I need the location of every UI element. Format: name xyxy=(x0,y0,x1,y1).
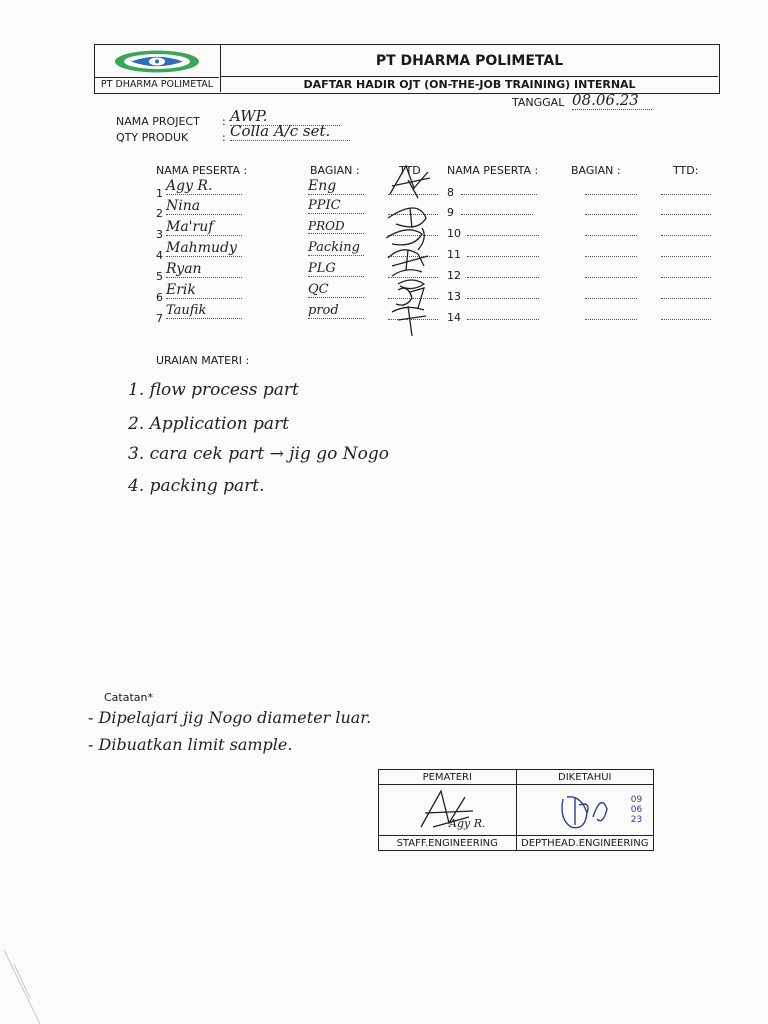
ttd-line xyxy=(661,256,711,257)
row-number: 9 xyxy=(447,206,454,219)
ttd-line xyxy=(661,298,711,299)
participant-name: Ma'ruf xyxy=(166,219,242,236)
signature-table xyxy=(378,769,654,851)
ttd-line xyxy=(661,214,711,215)
participant-name: Taufik xyxy=(166,303,242,319)
materi-item: 1. flow process part xyxy=(128,380,299,400)
signature-4 xyxy=(388,250,428,270)
diketahui-signature xyxy=(557,789,627,833)
materi-item: 2. Application part xyxy=(128,414,290,434)
logo-caption: PT DHARMA POLIMETAL xyxy=(95,77,219,93)
participant-name: Erik xyxy=(166,282,242,299)
col-ttd-left: TTD xyxy=(399,164,421,177)
signature-5 xyxy=(392,270,424,289)
materi-item: 3. cara cek part → jig go Nogo xyxy=(128,444,390,464)
staff-engineering-label: STAFF.ENGINEERING xyxy=(379,836,517,851)
dharma-polimetal-logo-icon xyxy=(109,48,205,75)
row-number: 2 xyxy=(156,207,163,220)
row-number: 3 xyxy=(156,228,163,241)
ttd-line xyxy=(661,319,711,320)
signature-3 xyxy=(386,228,424,250)
bagian-line xyxy=(585,235,637,236)
bagian-line xyxy=(585,256,637,257)
diketahui-signature-cell xyxy=(516,785,654,836)
ttd-line xyxy=(661,235,711,236)
participant-name: Ryan xyxy=(166,261,242,278)
bagian-line xyxy=(585,277,637,278)
participant-name: Mahmudy xyxy=(166,240,242,257)
participant-signatures xyxy=(378,158,448,338)
row-number: 14 xyxy=(447,311,461,324)
participant-bagian: prod xyxy=(308,303,364,319)
diketahui-date: 09 06 23 xyxy=(630,795,643,825)
row-number: 1 xyxy=(156,187,163,200)
company-title: PT DHARMA POLIMETAL xyxy=(221,45,718,77)
produk-colon: : xyxy=(222,131,226,144)
ttd-line xyxy=(661,194,711,195)
nama-line xyxy=(467,256,539,257)
participant-bagian: Eng xyxy=(308,178,364,195)
ttd-line xyxy=(661,277,711,278)
col-bagian-left: BAGIAN : xyxy=(310,164,360,177)
form-title: DAFTAR HADIR OJT (ON-THE-JOB TRAINING) INTERNAL xyxy=(303,78,636,91)
row-number: 12 xyxy=(447,269,461,282)
row-number: 5 xyxy=(156,270,163,283)
project-label: NAMA PROJECT xyxy=(116,115,200,128)
nama-line xyxy=(467,298,539,299)
catatan-item: - Dipelajari jig Nogo diameter luar. xyxy=(88,708,372,727)
signature-6 xyxy=(396,288,424,308)
tanggal-label: TANGGAL xyxy=(512,96,565,109)
depthead-engineering-label: DEPTHEAD.ENGINEERING xyxy=(516,836,654,851)
pemateri-header: PEMATERI xyxy=(379,770,517,785)
form-header xyxy=(94,44,720,94)
produk-label: QTY PRODUK xyxy=(116,131,189,144)
nama-line xyxy=(467,319,539,320)
bagian-line xyxy=(585,194,637,195)
produk-value: Colla A/c set. xyxy=(230,122,350,141)
nama-line xyxy=(467,277,539,278)
pemateri-signature-cell xyxy=(379,785,517,836)
bagian-line xyxy=(585,298,637,299)
participant-bagian: PROD xyxy=(308,219,364,234)
participant-bagian: PPIC xyxy=(308,198,364,214)
row-number: 11 xyxy=(447,248,461,261)
materi-label: URAIAN MATERI : xyxy=(156,354,250,367)
nama-line xyxy=(467,235,539,236)
materi-item: 4. packing part. xyxy=(128,476,265,496)
diketahui-header: DIKETAHUI xyxy=(516,770,654,785)
participant-bagian: Packing xyxy=(308,240,364,256)
row-number: 6 xyxy=(156,291,163,304)
project-colon: : xyxy=(222,115,226,128)
scan-fold-mark xyxy=(0,940,60,1024)
col-nama-left: NAMA PESERTA : xyxy=(156,164,248,177)
row-number: 10 xyxy=(447,227,461,240)
col-bagian-right: BAGIAN : xyxy=(571,164,621,177)
project-value: AWP. xyxy=(230,107,340,126)
row-number: 4 xyxy=(156,249,163,262)
col-ttd-right: TTD: xyxy=(673,164,699,177)
nama-line xyxy=(461,214,533,215)
row-number: 7 xyxy=(156,312,163,325)
pemateri-name: Agy R. xyxy=(449,817,486,830)
signature-1 xyxy=(390,166,430,198)
bagian-line xyxy=(585,214,637,215)
catatan-label: Catatan* xyxy=(104,691,154,704)
participant-name: Nina xyxy=(166,198,242,215)
participant-name: Agy R. xyxy=(166,178,242,195)
bagian-line xyxy=(585,319,637,320)
row-number: 8 xyxy=(447,186,454,199)
col-nama-right: NAMA PESERTA : xyxy=(447,164,539,177)
signature-2 xyxy=(388,208,426,228)
nama-line xyxy=(461,194,537,195)
signature-7 xyxy=(392,306,426,336)
row-number: 13 xyxy=(447,290,461,303)
catatan-item: - Dibuatkan limit sample. xyxy=(88,735,293,754)
participant-bagian: QC xyxy=(308,282,364,298)
participant-bagian: PLG xyxy=(308,261,364,277)
tanggal-value: 08.06.23 xyxy=(572,91,652,110)
